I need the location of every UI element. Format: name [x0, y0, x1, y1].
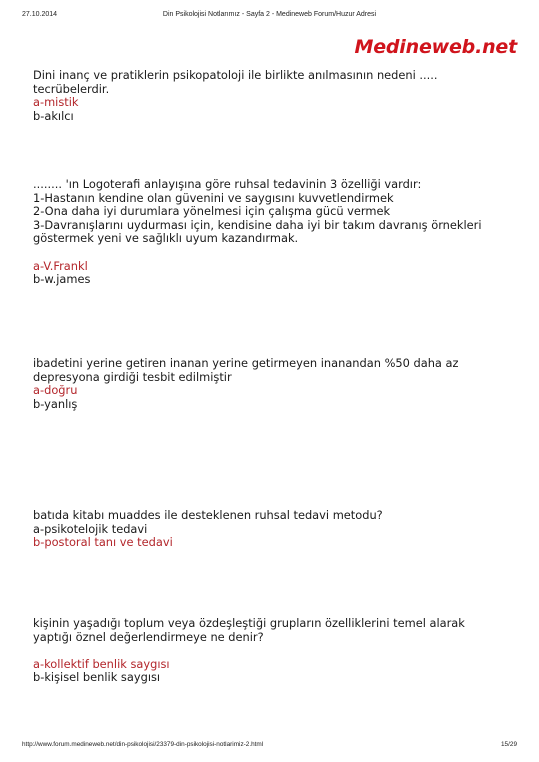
print-footer — [22, 741, 517, 751]
answer-option: b-akılcı — [33, 108, 74, 123]
answer-option-correct: a-kollektif benlik saygısı — [33, 656, 170, 671]
print-date: 27.10.2014 — [22, 11, 58, 18]
answer-option-correct: b-postoral tanı ve tedavi — [33, 535, 173, 550]
brand-logo-text: Medineweb.net — [354, 36, 517, 58]
spacer — [33, 644, 513, 658]
answer-option: b-yanlış — [33, 396, 78, 411]
answer-option: b-w.james — [33, 272, 91, 287]
question-text-line: kişinin yaşadığı toplum veya özdeşleştiği grupların özelliklerini temel alarak — [33, 616, 465, 630]
page-number: 15/29 — [501, 741, 517, 748]
question-block-1 — [33, 69, 513, 123]
print-header — [22, 11, 517, 23]
question-text-line: yaptığı öznel değerlendirmeye ne denir? — [33, 629, 264, 644]
question-text-line: 1-Hastanın kendine olan güvenini ve saygısını kuvvetlendirmek — [33, 190, 394, 205]
question-block-4 — [33, 509, 513, 550]
question-block-5 — [33, 617, 513, 685]
question-text-line: depresyona girdiği tesbit edilmiştir — [33, 369, 232, 384]
answer-option-correct: a-mistik — [33, 95, 79, 110]
question-text-line: 3-Davranışlarını uydurması için, kendisine daha iyi bir takım davranış örnekleri — [33, 217, 482, 232]
answer-option-correct: a-doğru — [33, 383, 78, 398]
question-text-line: batıda kitabı muaddes ile desteklenen ruhsal tedavi metodu? — [33, 508, 383, 522]
source-url-link[interactable]: http://www.forum.medineweb.net/din-psikolojisi/23379-din-psikolojisi-notlarimiz-2.html — [22, 741, 264, 748]
question-text-line: 2-Ona daha iyi durumlara yönelmesi için çalışma gücü vermek — [33, 204, 391, 219]
answer-option: a-psikotelojik tedavi — [33, 521, 148, 536]
question-block-3 — [33, 357, 513, 411]
question-text-line: tecrübelerdir. — [33, 81, 110, 96]
question-text-line: göstermek yeni ve sağlıklı uyum kazandırmak. — [33, 231, 299, 246]
print-page-title: Din Psikolojisi Notlarımız - Sayfa 2 - Medineweb Forum/Huzur Adresi — [162, 11, 377, 18]
answer-option-correct: a-V.Frankl — [33, 258, 88, 273]
question-text-line: ibadetini yerine getiren inanan yerine getirmeyen inanandan %50 daha az — [33, 356, 459, 370]
spacer — [33, 246, 513, 260]
question-text-line: Dini inanç ve pratiklerin psikopatoloji ile birlikte anılmasının nedeni ..... — [33, 68, 438, 82]
answer-option: b-kişisel benlik saygısı — [33, 670, 161, 685]
question-block-2 — [33, 178, 513, 287]
question-text-line: ........ 'ın Logoterafi anlayışına göre ruhsal tedavinin 3 özelliği vardır: — [33, 177, 422, 191]
